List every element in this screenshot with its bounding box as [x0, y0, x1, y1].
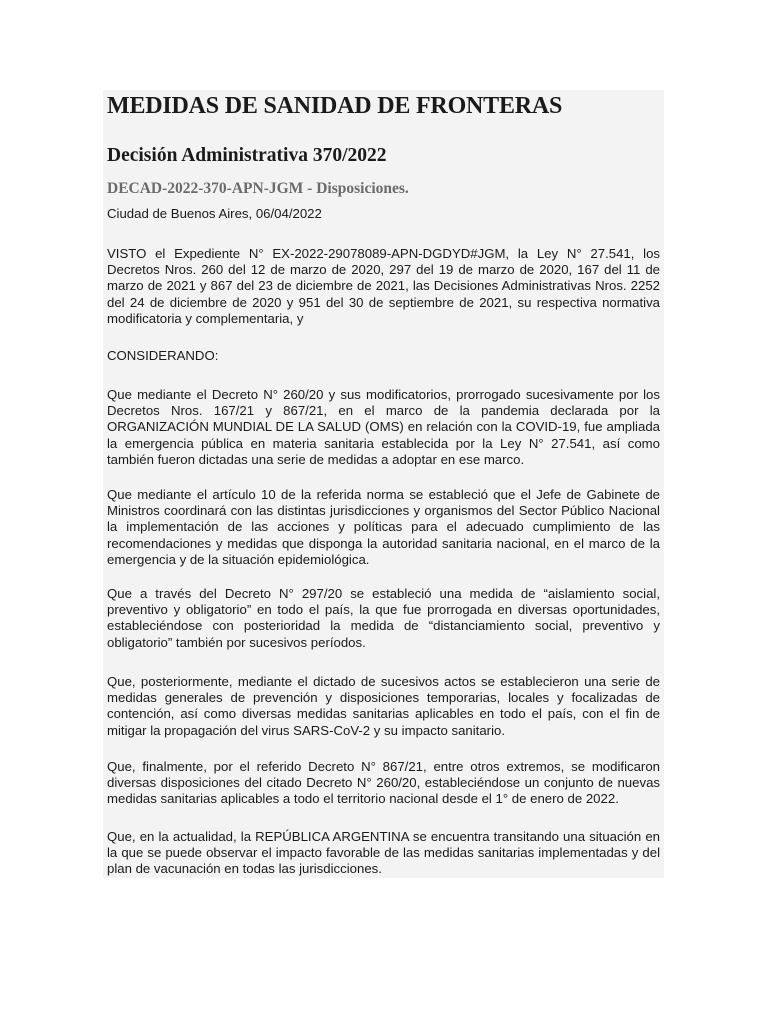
document-reference: DECAD-2022-370-APN-JGM - Disposiciones. [107, 180, 409, 197]
paragraph-finalmente: Que, finalmente, por el referido Decreto N° 867/21, entre otros extremos, se modificaron diversas disposiciones del citado Decreto N° 260/20, estableciéndose un conjunto de nuevas medidas sanitarias aplicables a todo el territorio nacional desde el 1° de enero de 2022. [107, 759, 660, 807]
paragraph-decreto-297: Que a través del Decreto N° 297/20 se estableció una medida de “aislamiento social, preventivo y obligatorio” en todo el país, la que fue prorrogada en diversas oportunidades, estableciéndose con posterioridad la medida de “distanciamiento social, preventivo y obligatorio” también por sucesivos períodos. [107, 586, 660, 650]
paragraph-articulo-10: Que mediante el artículo 10 de la referida norma se estableció que el Jefe de Gabinete de Ministros coordinará con las distintas jurisdicciones y organismos del Sector Público Nacional la implementación de las acciones y políticas para el adecuado cumplimiento de las recomendaciones y medidas que disponga la autoridad sanitaria nacional, en el marco de la emergencia y de la situación epidemiológica. [107, 487, 660, 567]
document-title: MEDIDAS DE SANIDAD DE FRONTERAS [107, 93, 563, 119]
place-date: Ciudad de Buenos Aires, 06/04/2022 [107, 206, 322, 221]
paragraph-posteriormente: Que, posteriormente, mediante el dictado de sucesivos actos se establecieron una serie de medidas generales de prevención y disposiciones temporarias, locales y focalizadas de contención, así como diversas medidas sanitarias aplicables en todo el país, con el fin de mitigar la propagación del virus SARS-CoV-2 y su impacto sanitario. [107, 674, 660, 738]
paragraph-visto: VISTO el Expediente N° EX-2022-29078089-APN-DGDYD#JGM, la Ley N° 27.541, los Decretos Nros. 260 del 12 de marzo de 2020, 297 del 19 de marzo de 2020, 167 del 11 de marzo de 2021 y 867 del 23 de diciembre de 2021, las Decisiones Administrativas Nros. 2252 del 24 de diciembre de 2020 y 951 del 30 de septiembre de 2021, su respectiva normativa modificatoria y complementaria, y [107, 246, 660, 326]
paragraph-actualidad: Que, en la actualidad, la REPÚBLICA ARGENTINA se encuentra transitando una situación en la que se puede observar el impacto favorable de las medidas sanitarias implementadas y del plan de vacunación en todas las jurisdicciones. [107, 829, 660, 877]
document-page [103, 90, 664, 878]
paragraph-decreto-260: Que mediante el Decreto N° 260/20 y sus modificatorios, prorrogado sucesivamente por los Decretos Nros. 167/21 y 867/21, en el marco de la pandemia declarada por la ORGANIZACIÓN MUNDIAL DE LA SALUD (OMS) en relación con la COVID-19, fue ampliada la emergencia pública en materia sanitaria establecida por la Ley N° 27.541, así como también fueron dictadas una serie de medidas a adoptar en ese marco. [107, 387, 660, 467]
document-subtitle: Decisión Administrativa 370/2022 [107, 145, 387, 166]
paragraph-considerando: CONSIDERANDO: [107, 348, 219, 363]
